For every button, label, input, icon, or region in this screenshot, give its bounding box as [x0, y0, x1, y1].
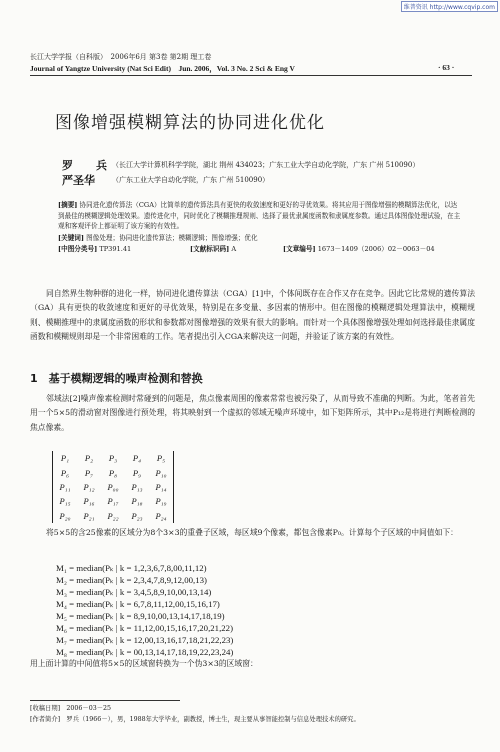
article-number-group [283, 244, 435, 255]
clc-label: [中图分类号] [58, 245, 98, 254]
keywords-line [58, 233, 461, 244]
matrix-cell: P₅ [156, 453, 166, 464]
footnote-received: [收稿日期] 2006－03－25 [30, 705, 112, 712]
matrix-cell: P₉ [132, 467, 142, 478]
footnote-author-bio: [作者简介] 罗兵（1966－），男，1988年大学毕业，副教授，博士生，现主要从事智能控制与信息处理技术的研究。 [30, 716, 360, 723]
matrix-row [53, 480, 173, 494]
journal-header-cn: 长江大学学报（自科版） 2006年6月 第3卷 第2期 理工卷 [30, 53, 212, 61]
matrix-row [53, 465, 173, 479]
matrix-cell: P₂₄ [155, 510, 167, 521]
matrix-cell: P₆ [60, 467, 70, 478]
pixel-matrix [52, 451, 174, 523]
author-1-name: 罗 兵 [62, 159, 113, 172]
abstract-text: 协同进化遗传算法（CGA）比简单的遗传算法具有更快的收敛速度和更好的寻优效果。将其应用于图像增强的模糊算法优化，以达到最佳的模糊逻辑处理效果。遗传进化中，同时优化了模糊推理规则、选择了最优隶属度函数和隶属度参数。通过具体图像处理试验，在主观和客观评价上都证明了该方案的有效性。 [58, 201, 461, 231]
section-1-heading: 1 基于模糊逻辑的噪声检测和替换 [30, 372, 203, 385]
matrix-cell: P₃ [108, 453, 118, 464]
matrix-cell: P₁₄ [155, 481, 167, 492]
abstract-label: [摘要] [58, 201, 78, 209]
paper-title: 图像增强模糊算法的协同进化优化 [55, 113, 325, 133]
matrix-cell: P₁₆ [83, 496, 95, 507]
abstract-paragraph [58, 200, 461, 232]
classification-line [58, 244, 461, 255]
median-equation: M₇ = median(Pₖ | k = 12,00,13,16,17,18,21,22,23) [56, 635, 234, 645]
author-2-affiliation: （广东工业大学自动化学院，广东 广州 510090） [112, 176, 270, 184]
page-number: · 63 · [438, 63, 455, 72]
matrix-cell: P₁₇ [107, 496, 119, 507]
matrix-row [53, 451, 173, 465]
subregion-block [30, 526, 475, 540]
matrix-row [53, 509, 173, 523]
intro-block [30, 287, 475, 345]
median-equation: M₆ = median(Pₖ | k = 11,12,00,15,16,17,20,21,22) [56, 623, 233, 633]
matrix-cell: P₁ [60, 453, 70, 464]
matrix-cell: P₀₀ [107, 481, 119, 492]
matrix-cell: P₁₅ [59, 496, 71, 507]
median-equation: M₄ = median(Pₖ | k = 6,7,8,11,12,00,15,16,17) [56, 599, 220, 609]
matrix-cell: P₇ [84, 467, 94, 478]
matrix-cell: P₂₁ [83, 510, 95, 521]
abstract-block [58, 200, 461, 255]
neighborhood-paragraph: 邻域法[2]噪声像素检测时常碰到的问题是，焦点像素周围的像素常常也被污染了，从而导致不准确的判断。为此，笔者首先用一个5×5的滑动窗对图像进行预处理，将其映射到一个虚拟的邻域无噪声环境中，如下矩阵所示，其中P₁₂是将进行判断检测的焦点像素。 [30, 394, 475, 432]
footnote-rule [30, 700, 180, 701]
matrix-cell: P₈ [108, 467, 118, 478]
matrix-cell: P₁₁ [59, 481, 71, 492]
matrix-row [53, 494, 173, 508]
median-equation: M₁ = median(Pₖ | k = 1,2,3,6,7,8,00,11,12) [56, 563, 207, 573]
conversion-block [30, 657, 475, 671]
article-number-label: [文章编号] [283, 245, 316, 254]
matrix-cell: P₂₀ [59, 510, 71, 521]
matrix-cell: P₂₂ [107, 510, 119, 521]
intro-paragraph: 同自然界生物种群的进化一样，协同进化遗传算法（CGA）[1]中，个体间既存在合作又存在竞争。因此它比常规的遗传算法（GA）具有更快的收敛速度和更好的寻优效果，特别是在多变量、多因素的情形中。但在图像的模糊逻辑处理算法中，模糊规则、模糊推理中的隶属度函数的形状和参数都对图像增强的效果有很大的影响。而针对一个具体图像增强处理如何选择最佳隶属度函数和模糊规则却是一个非常困难的工作。笔者提出引入CGA来解决这一问题，并验证了该方案的有效性。 [30, 289, 475, 342]
median-equation: M₂ = median(Pₖ | k = 2,3,4,7,8,9,12,00,13) [56, 575, 207, 585]
median-equation: M₈ = median(Pₖ | k = 00,13,14,17,18,19,22,23,24) [56, 647, 234, 657]
journal-header-en: Journal of Yangtze University (Nat Sci Edit) Jun. 2006，Vol. 3 No. 2 Sci & Eng V [30, 64, 295, 73]
median-equation: M₃ = median(Pₖ | k = 3,4,5,8,9,10,00,13,14) [56, 587, 212, 597]
matrix-cell: P₁₃ [131, 481, 143, 492]
doc-code-group [190, 244, 236, 255]
header-rule [30, 75, 472, 76]
matrix-cell: P₄ [132, 453, 142, 464]
watermark-label: 维普资讯 http://www.cqvip.com [401, 1, 498, 12]
subregion-paragraph: 将5×5的含25像素的区域分为8个3×3的重叠子区域，每区域9个像素，都包含像素P₀。计算每个子区域的中间值如下： [46, 528, 458, 537]
keywords-text: 图像处理；协同进化遗传算法；模糊逻辑；图像增强；优化 [86, 233, 258, 242]
matrix-cell: P₁₉ [155, 496, 167, 507]
conversion-paragraph: 用上面计算的中间值将5×5的区域窗转换为一个伪3×3的区域窗： [30, 659, 258, 668]
clc-code: TP391.41 [99, 245, 132, 254]
author-2-name: 严圣华 [62, 174, 95, 187]
matrix-cell: P₁₂ [83, 481, 95, 492]
matrix-cell: P₁₈ [131, 496, 143, 507]
keywords-label: [关键词] [58, 233, 85, 242]
matrix-cell: P₂ [84, 453, 94, 464]
matrix-cell: P₁₀ [155, 467, 167, 478]
section-1-block [30, 392, 475, 435]
median-equation: M₅ = median(Pₖ | k = 8,9,10,00,13,14,17,18,19) [56, 611, 225, 621]
doc-code-label: [文献标识码] [190, 245, 230, 254]
author-1-affiliation: （长江大学计算机科学学院，湖北 荆州 434023；广东工业大学自动化学院，广东 广州 510090） [112, 161, 420, 169]
doc-code: A [231, 245, 237, 254]
article-number: 1673－1409（2006）02－0063－04 [317, 245, 435, 254]
matrix-cell: P₂₃ [131, 510, 143, 521]
